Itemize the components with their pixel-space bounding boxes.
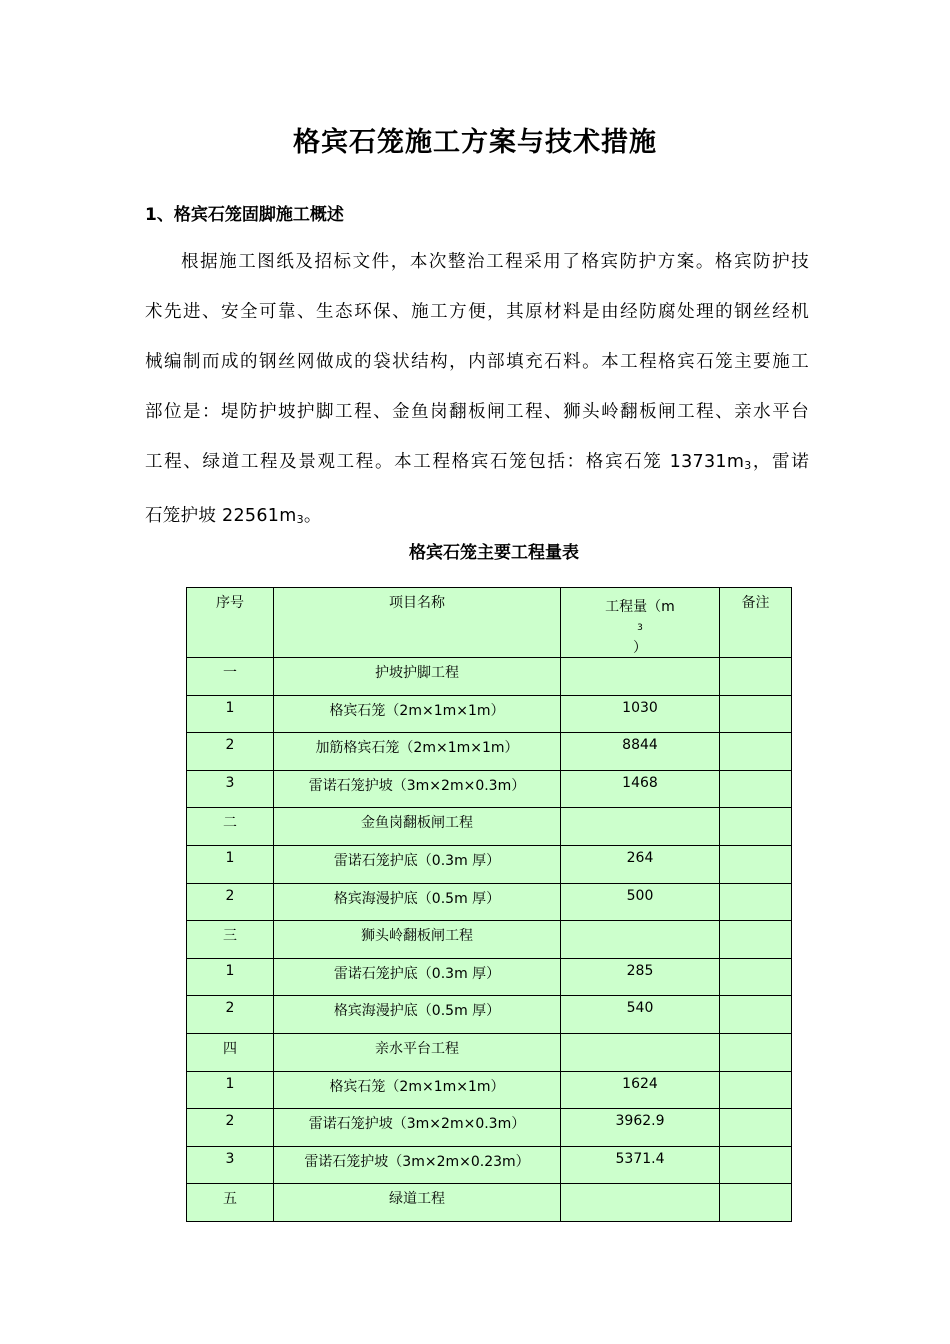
unit-subscript: 3 xyxy=(744,459,752,472)
paragraph-line: 术先进、安全可靠、生态环保、施工方便，其原材料是由经防腐处理的钢丝经机 xyxy=(145,302,809,322)
table-row xyxy=(187,1033,792,1071)
cell-remark xyxy=(720,1109,792,1147)
cell-qty xyxy=(561,1033,720,1071)
cell-name: 加筋格宾石笼（2m×1m×1m） xyxy=(274,733,561,771)
paragraph-text: 石笼护坡 22561m xyxy=(145,506,297,526)
header-name: 项目名称 xyxy=(274,588,561,658)
cell-remark xyxy=(720,1146,792,1184)
cell-name: 雷诺石笼护坡（3m×2m×0.23m） xyxy=(274,1146,561,1184)
cell-seq: 2 xyxy=(187,883,274,921)
cell-qty: 500 xyxy=(561,883,720,921)
paragraph-text: 工程、绿道工程及景观工程。本工程格宾石笼包括：格宾石笼 13731m xyxy=(145,452,745,472)
cell-name: 绿道工程 xyxy=(274,1184,561,1222)
cell-qty: 285 xyxy=(561,958,720,996)
cell-remark xyxy=(720,1071,792,1109)
table-row xyxy=(187,1184,792,1222)
paragraph-text: ，雷诺 xyxy=(751,452,809,472)
table-row xyxy=(187,883,792,921)
paragraph-line: 械编制而成的钢丝网做成的袋状结构，内部填充石料。本工程格宾石笼主要施工 xyxy=(145,352,809,372)
cell-qty xyxy=(561,658,720,696)
header-qty: 工程量（m $_3$ ） xyxy=(561,588,720,658)
cell-name: 格宾海漫护底（0.5m 厚） xyxy=(274,996,561,1034)
cell-remark xyxy=(720,845,792,883)
cell-remark xyxy=(720,958,792,996)
table-row xyxy=(187,921,792,959)
cell-qty: 1468 xyxy=(561,770,720,808)
cell-seq: 1 xyxy=(187,958,274,996)
cell-name: 格宾石笼（2m×1m×1m） xyxy=(274,695,561,733)
cell-qty: 1624 xyxy=(561,1071,720,1109)
cell-name: 雷诺石笼护坡（3m×2m×0.3m） xyxy=(274,1109,561,1147)
cell-remark xyxy=(720,883,792,921)
cell-seq: 3 xyxy=(187,770,274,808)
cell-name: 雷诺石笼护底（0.3m 厚） xyxy=(274,958,561,996)
cell-seq: 四 xyxy=(187,1033,274,1071)
cell-qty: 8844 xyxy=(561,733,720,771)
cell-name: 雷诺石笼护底（0.3m 厚） xyxy=(274,845,561,883)
cell-seq: 1 xyxy=(187,1071,274,1109)
table-row xyxy=(187,958,792,996)
cell-remark xyxy=(720,695,792,733)
paragraph-text: 。 xyxy=(303,506,322,526)
cell-seq: 2 xyxy=(187,733,274,771)
cell-name: 格宾海漫护底（0.5m 厚） xyxy=(274,883,561,921)
table-caption: 格宾石笼主要工程量表 xyxy=(409,543,579,563)
cell-remark xyxy=(720,921,792,959)
cell-qty: 5371.4 xyxy=(561,1146,720,1184)
paragraph-line: 根据施工图纸及招标文件，本次整治工程采用了格宾防护方案。格宾防护技 xyxy=(181,252,809,272)
table-row xyxy=(187,695,792,733)
table-row xyxy=(187,733,792,771)
paragraph-line: 部位是：堤防护坡护脚工程、金鱼岗翻板闸工程、狮头岭翻板闸工程、亲水平台 xyxy=(145,402,809,422)
cell-name: 格宾石笼（2m×1m×1m） xyxy=(274,1071,561,1109)
cell-seq: 五 xyxy=(187,1184,274,1222)
cell-seq: 1 xyxy=(187,845,274,883)
cell-name: 护坡护脚工程 xyxy=(274,658,561,696)
cell-seq: 二 xyxy=(187,808,274,846)
header-seq: 序号 xyxy=(187,588,274,658)
table-row xyxy=(187,808,792,846)
cell-name: 雷诺石笼护坡（3m×2m×0.3m） xyxy=(274,770,561,808)
cell-remark xyxy=(720,770,792,808)
cell-qty: 3962.9 xyxy=(561,1109,720,1147)
paragraph-line xyxy=(145,491,809,545)
cell-name: 狮头岭翻板闸工程 xyxy=(274,921,561,959)
cell-qty: 1030 xyxy=(561,695,720,733)
cell-remark xyxy=(720,808,792,846)
cell-seq: 一 xyxy=(187,658,274,696)
table-row xyxy=(187,1071,792,1109)
table-row xyxy=(187,845,792,883)
header-remark: 备注 xyxy=(720,588,792,658)
unit-subscript: 3 xyxy=(296,513,304,526)
cell-remark xyxy=(720,1033,792,1071)
quantity-table xyxy=(186,587,792,1222)
cell-qty xyxy=(561,921,720,959)
unit-subscript: 3 xyxy=(637,623,643,633)
table-header-row xyxy=(187,588,792,658)
cell-seq: 2 xyxy=(187,996,274,1034)
paragraph-line xyxy=(145,437,809,491)
cell-remark xyxy=(720,1184,792,1222)
cell-remark xyxy=(720,733,792,771)
body-paragraph xyxy=(145,237,809,545)
cell-seq: 2 xyxy=(187,1109,274,1147)
cell-qty xyxy=(561,808,720,846)
page-title: 格宾石笼施工方案与技术措施 xyxy=(293,127,657,158)
cell-qty: 264 xyxy=(561,845,720,883)
table-row xyxy=(187,1109,792,1147)
section-heading: 1、格宾石笼固脚施工概述 xyxy=(145,205,344,225)
table-row xyxy=(187,770,792,808)
table-row xyxy=(187,1146,792,1184)
table-body xyxy=(187,658,792,1222)
cell-seq: 3 xyxy=(187,1146,274,1184)
table-row xyxy=(187,996,792,1034)
cell-name: 亲水平台工程 xyxy=(274,1033,561,1071)
cell-name: 金鱼岗翻板闸工程 xyxy=(274,808,561,846)
cell-seq: 三 xyxy=(187,921,274,959)
cell-seq: 1 xyxy=(187,695,274,733)
cell-remark xyxy=(720,996,792,1034)
cell-qty xyxy=(561,1184,720,1222)
cell-remark xyxy=(720,658,792,696)
cell-qty: 540 xyxy=(561,996,720,1034)
table-row xyxy=(187,658,792,696)
